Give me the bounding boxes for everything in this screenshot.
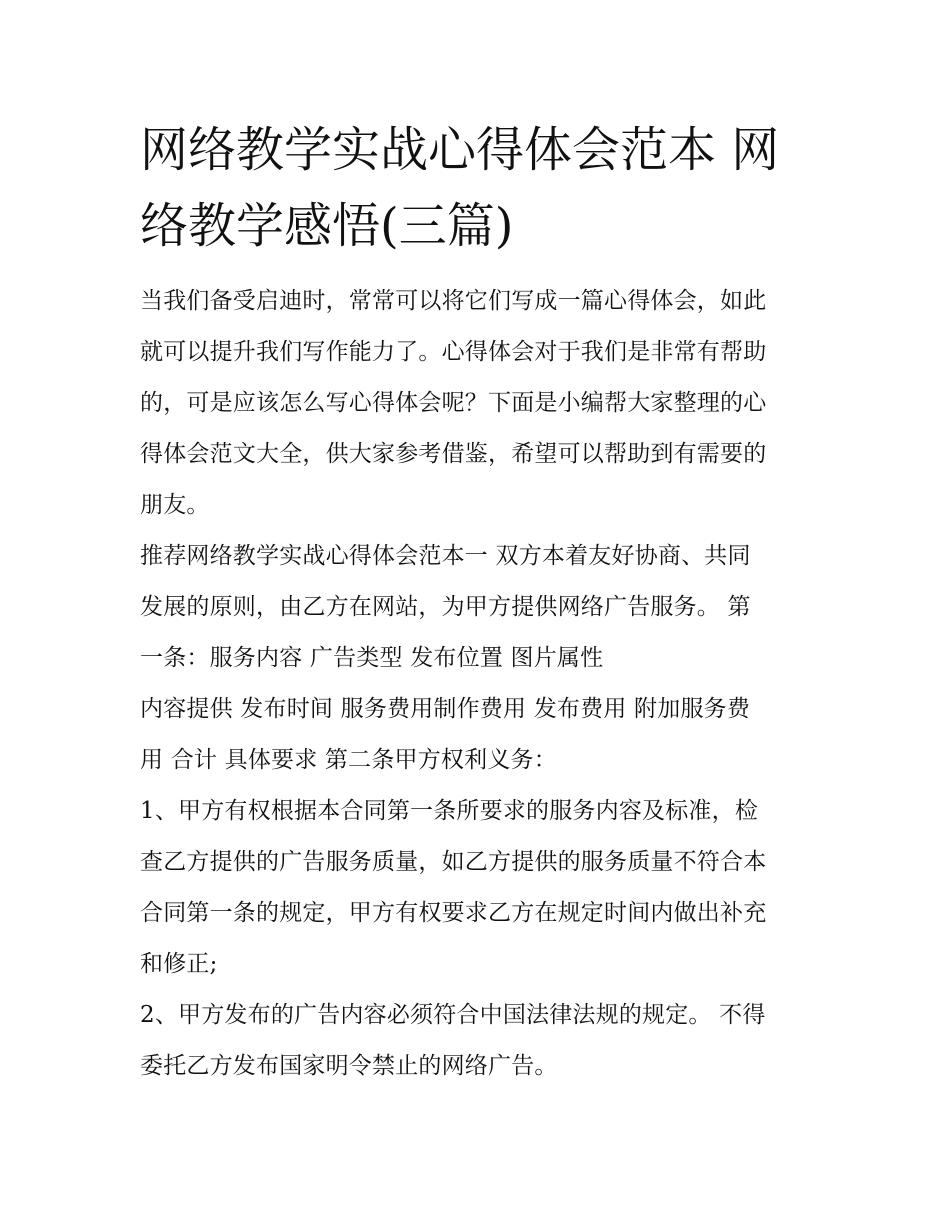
text-line: 就可以提升我们写作能力了。心得体会对于我们是非常有帮助 [140, 339, 767, 365]
text-line: 发展的原则，由乙方在网站，为甲方提供网络广告服务。 第 [140, 594, 751, 620]
paragraph-service-items [140, 684, 820, 786]
text-line: 1、甲方有权根据本合同第一条所要求的服务内容及标准，检 [140, 798, 759, 824]
text-line: 的，可是应该怎么写心得体会呢？下面是小编帮大家整理的心 [140, 390, 767, 416]
text-line: 查乙方提供的广告服务质量，如乙方提供的服务质量不符合本 [140, 849, 767, 875]
text-line: 得体会范文大全，供大家参考借鉴，希望可以帮助到有需要的 [140, 441, 767, 467]
title-line: 网络教学实战心得体会范本 网 [140, 122, 780, 178]
text-line: 推荐网络教学实战心得体会范本一 双方本着友好协商、共同 [140, 543, 751, 569]
document-title [140, 112, 830, 264]
paragraph-clause-2 [140, 990, 820, 1092]
text-line: 内容提供 发布时间 服务费用制作费用 发布费用 附加服务费 [140, 696, 751, 722]
text-line: 一条：服务内容 广告类型 发布位置 图片属性 [140, 645, 604, 671]
text-line: 当我们备受启迪时，常常可以将它们写成一篇心得体会，如此 [140, 288, 767, 314]
text-line: 2、甲方发布的广告内容必须符合中国法律法规的规定。 不得 [140, 1002, 766, 1028]
text-line: 朋友。 [140, 492, 210, 518]
text-line: 和修正; [140, 951, 218, 977]
document-body [140, 276, 820, 1092]
text-line: 合同第一条的规定，甲方有权要求乙方在规定时间内做出补充 [140, 900, 767, 926]
paragraph-clause-1 [140, 786, 820, 990]
text-line: 用 合计 具体要求 第二条甲方权利义务： [140, 747, 557, 773]
paragraph-sample-one [140, 531, 820, 684]
text-line: 委托乙方发布国家明令禁止的网络广告。 [140, 1053, 558, 1079]
title-line: 络教学感悟(三篇) [140, 198, 514, 254]
paragraph-intro [140, 276, 820, 531]
